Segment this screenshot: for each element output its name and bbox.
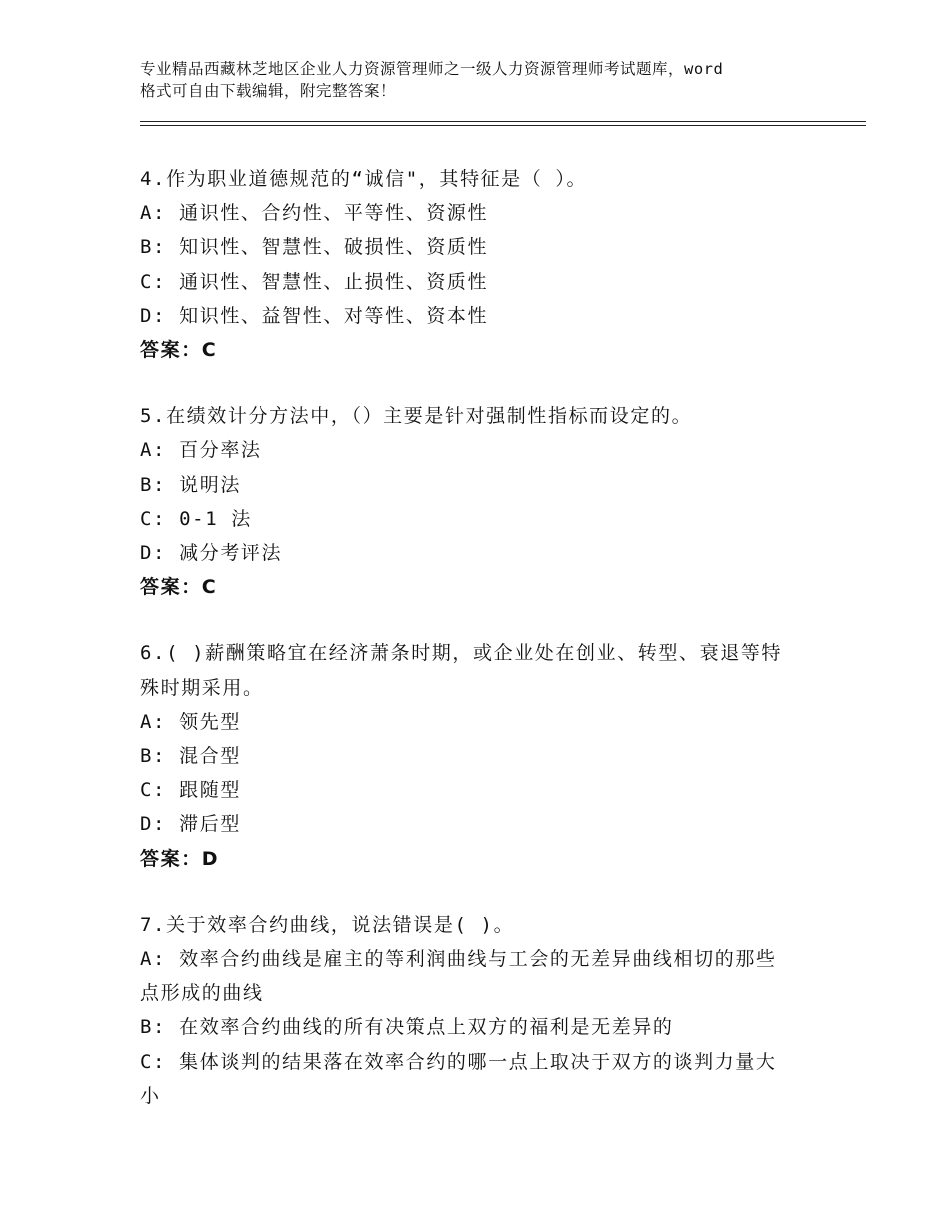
option-a <box>140 942 820 976</box>
option-label: C: <box>140 1050 167 1073</box>
option-text: 减分考评法 <box>179 542 283 565</box>
option-c <box>140 773 820 807</box>
question-4 <box>140 162 820 367</box>
question-stem-cont: 殊时期采用。 <box>140 676 264 699</box>
answer: 答案：C <box>140 339 218 362</box>
option-d <box>140 299 820 333</box>
answer: 答案：C <box>140 576 218 599</box>
option-b <box>140 1010 820 1044</box>
header-line-1: 专业精品西藏林芝地区企业人力资源管理师之一级人力资源管理师考试题库，word <box>140 60 724 78</box>
option-label: A: <box>140 710 167 733</box>
option-label: D: <box>140 542 167 565</box>
option-label: B: <box>140 236 167 259</box>
header-line-2: 格式可自由下载编辑，附完整答案！ <box>140 82 397 100</box>
option-label: A: <box>140 202 167 225</box>
option-label: C: <box>140 507 167 530</box>
option-c <box>140 1045 820 1079</box>
question-list <box>140 162 820 1145</box>
option-text: 通识性、合约性、平等性、资源性 <box>179 202 489 225</box>
option-text: 在效率合约曲线的所有决策点上双方的福利是无差异的 <box>179 1016 674 1039</box>
option-label: A: <box>140 439 167 462</box>
option-d <box>140 807 820 841</box>
option-label: B: <box>140 473 167 496</box>
question-5 <box>140 399 820 604</box>
question-stem: 5.在绩效计分方法中，（）主要是针对强制性指标而设定的。 <box>140 405 693 428</box>
question-stem: 7.关于效率合约曲线，说法错误是( )。 <box>140 913 515 936</box>
option-label: D: <box>140 813 167 836</box>
option-label: B: <box>140 1016 167 1039</box>
option-label: A: <box>140 948 167 971</box>
option-text: 说明法 <box>179 473 241 496</box>
question-stem: 6.( )薪酬策略宜在经济萧条时期，或企业处在创业、转型、衰退等特 <box>140 642 782 665</box>
option-b <box>140 739 820 773</box>
option-text: 领先型 <box>179 710 241 733</box>
option-text: 知识性、益智性、对等性、资本性 <box>179 304 489 327</box>
option-text: 效率合约曲线是雇主的等利润曲线与工会的无差异曲线相切的那些 <box>179 948 777 971</box>
option-b <box>140 230 820 264</box>
option-b <box>140 468 820 502</box>
option-text: 知识性、智慧性、破损性、资质性 <box>179 236 489 259</box>
option-c <box>140 265 820 299</box>
option-text: 0-1 法 <box>179 507 252 530</box>
option-d <box>140 536 820 570</box>
option-label: B: <box>140 745 167 768</box>
header-divider-top <box>140 121 866 122</box>
option-a <box>140 433 820 467</box>
option-c <box>140 502 820 536</box>
option-text: 跟随型 <box>179 779 241 802</box>
option-text: 滞后型 <box>179 813 241 836</box>
option-text: 通识性、智慧性、止损性、资质性 <box>179 270 489 293</box>
answer: 答案：D <box>140 847 220 870</box>
header-divider-bottom <box>140 125 866 126</box>
option-label: D: <box>140 304 167 327</box>
option-a-cont: 点形成的曲线 <box>140 982 264 1005</box>
option-c-cont: 小 <box>140 1084 161 1107</box>
option-text: 百分率法 <box>179 439 262 462</box>
option-label: C: <box>140 779 167 802</box>
question-7 <box>140 908 820 1113</box>
option-text: 集体谈判的结果落在效率合约的哪一点上取决于双方的谈判力量大 <box>179 1050 777 1073</box>
question-6 <box>140 636 820 875</box>
option-a <box>140 196 820 230</box>
document-header <box>140 58 840 102</box>
option-a <box>140 705 820 739</box>
question-stem: 4.作为职业道德规范的“诚信"，其特征是（ ）。 <box>140 168 588 190</box>
option-text: 混合型 <box>179 745 241 768</box>
option-label: C: <box>140 270 167 293</box>
